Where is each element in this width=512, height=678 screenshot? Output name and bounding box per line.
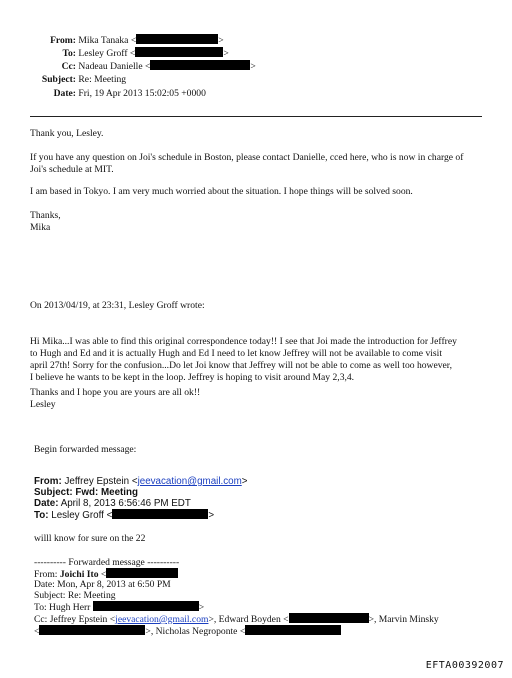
redaction-box [135,47,223,57]
quote-closing: Thanks and I hope you are yours are all ok!! Lesley [30,387,201,410]
fwd1-date: Date: April 8, 2013 6:56:46 PM EDT [34,498,191,509]
fwd1-from: From: Jeffrey Epstein <jeevacation@gmail.com> [34,476,248,487]
redaction-box [289,613,369,623]
redaction-box [245,625,341,635]
fwd2-to: To: Hugh Herr > [34,602,205,613]
cc-value: Nadeau Danielle < [78,61,151,72]
fwd2-subject: Subject: Re: Meeting [34,590,116,601]
redaction-box [93,601,199,611]
header-subject [0,74,126,86]
fwd2-separator: ---------- Forwarded message ---------- [34,557,180,568]
fwd1-from-email-link[interactable]: jeevacation@gmail.com [137,476,242,487]
date-value: Fri, 19 Apr 2013 15:02:05 +0000 [78,88,206,99]
redaction-box [150,60,250,70]
quote-body: Hi Mika...I was able to find this original correspondence today!! I see that Joi made the introduction for Jeffrey to Hugh and Ed and it is actually Hugh and Ed I need to let know Jeffrey will not be available to come visit april 27th! Sorry for the confusion...Do let Joi know that Jeffrey will not be able to come as well too however, I believe he wants to be kept in the loop. Jeffrey is hoping to visit around May 2,3,4. [30,336,457,383]
fwd2-cc: Cc: Jeffrey Epstein <jeevacation@gmail.com>, Edward Boyden < >, Marvin Minsky [34,614,439,625]
forward-intro: Begin forwarded message: [34,444,137,455]
fwd2-cc-email-link[interactable]: jeevacation@gmail.com [115,614,209,625]
fwd1-subject: Subject: Fwd: Meeting [34,487,138,498]
redaction-box [112,509,208,519]
redaction-box [136,34,218,44]
fwd1-body: willl know for sure on the 22 [34,533,146,544]
fwd2-date: Date: Mon, Apr 8, 2013 at 6:50 PM [34,579,171,590]
header-from: From: Mika Tanaka < > [0,34,224,47]
reply-paragraph-2: I am based in Tokyo. I am very much worried about the situation. I hope things will be solved soon. [30,186,413,197]
date-label: Date: [53,88,76,99]
header-to: To: Lesley Groff < > [0,47,229,60]
fwd2-cc-line2: < >, Nicholas Negroponte < [34,625,341,638]
to-value: Lesley Groff < [78,48,136,59]
header-divider [30,116,482,117]
subject-label: Subject: [41,74,76,85]
from-value: Mika Tanaka < [78,35,137,46]
to-label: To: [62,48,76,59]
reply-greeting: Thank you, Lesley. [30,128,104,139]
cc-label: Cc: [61,61,76,72]
reply-signoff: Thanks, Mika [30,210,61,233]
header-date [0,88,206,100]
quote-attribution: On 2013/04/19, at 23:31, Lesley Groff wrote: [30,300,205,311]
header-cc: Cc: Nadeau Danielle < > [0,60,256,73]
redaction-box [39,625,145,635]
document-id: EFTA00392007 [425,660,504,671]
fwd2-from: From: Joichi Ito < [34,568,178,581]
reply-paragraph-1: If you have any question on Joi's schedule in Boston, please contact Danielle, cced here, who is now in charge of Joi's schedule at MIT. [30,152,464,175]
redaction-box [106,568,178,578]
fwd1-to: To: Lesley Groff < > [34,510,215,521]
subject-value: Re: Meeting [78,74,127,85]
from-label: From: [50,35,76,46]
